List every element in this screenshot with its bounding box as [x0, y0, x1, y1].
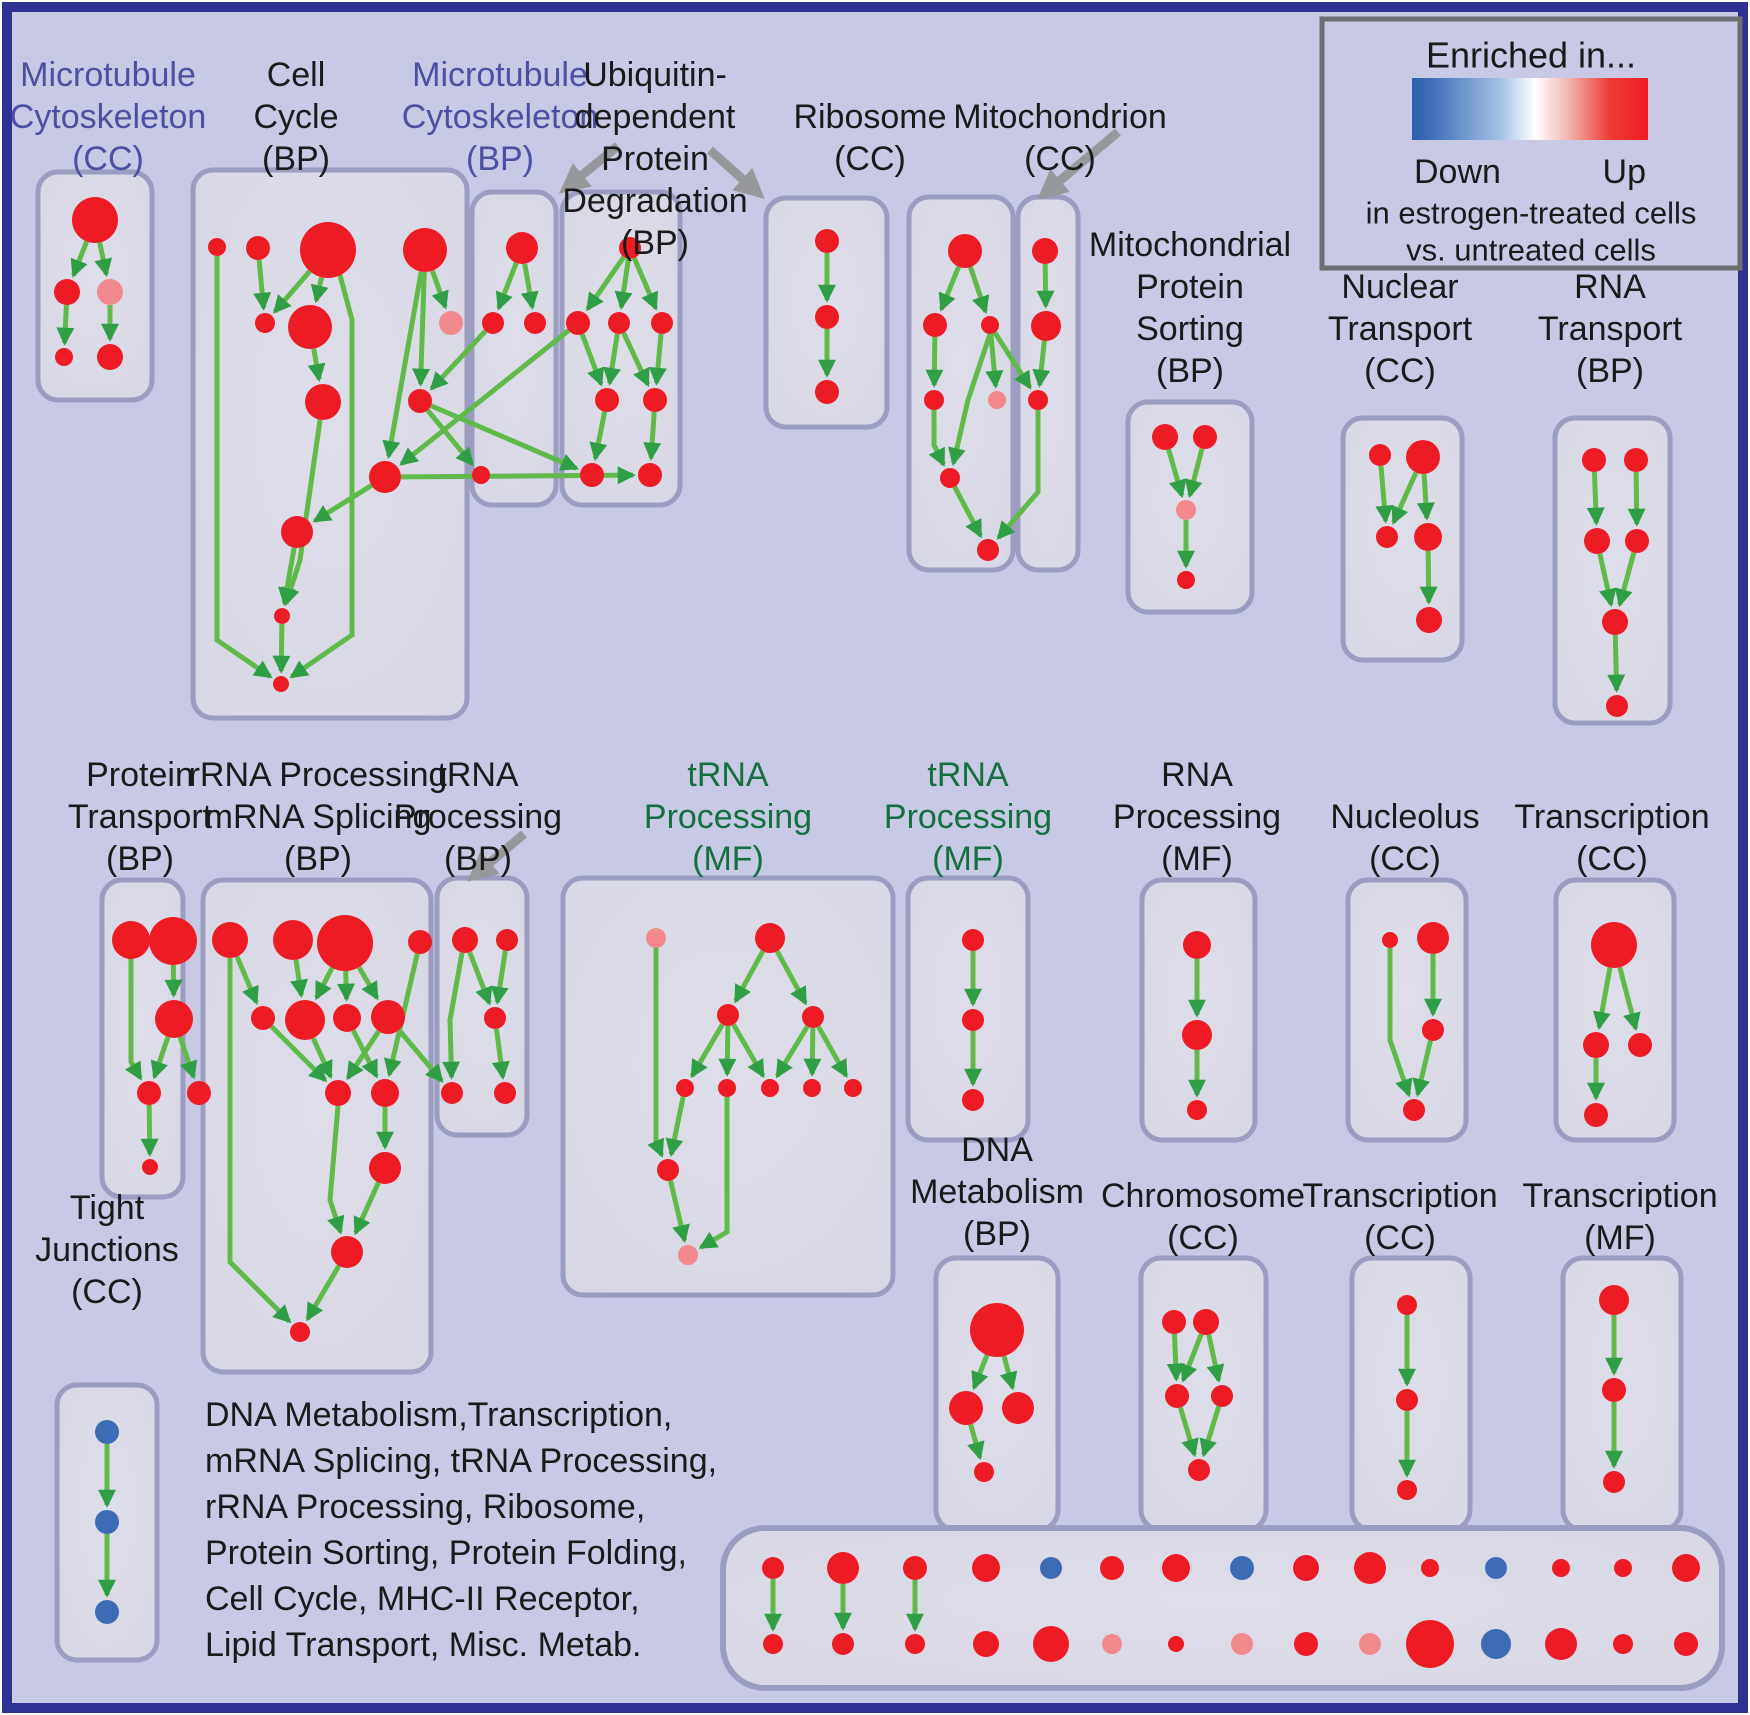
collapsed-categories-text: Lipid Transport, Misc. Metab. — [205, 1626, 642, 1664]
cluster-label-rna-processing-mf: RNA — [1161, 756, 1233, 794]
go-term-node — [1354, 1552, 1386, 1584]
cluster-label-rna-processing-mf: (MF) — [1161, 840, 1233, 878]
go-term-node — [973, 1631, 999, 1657]
go-term-node-ubiquitin-degradation-1 — [651, 312, 673, 334]
go-term-node-cell-cycle — [273, 676, 289, 692]
cluster-label-tight-junctions: (CC) — [71, 1273, 143, 1311]
go-term-node-ubiquitin-degradation-1 — [580, 463, 604, 487]
edge-rna-transport — [1594, 472, 1596, 523]
cluster-label-rna-transport: RNA — [1574, 268, 1646, 306]
legend-title: Enriched in... — [1425, 34, 1637, 76]
collapsed-categories-text: Cell Cycle, MHC-II Receptor, — [205, 1580, 640, 1618]
go-term-node-transcription-cc-lower — [1397, 1480, 1417, 1500]
go-term-node-trna-processing-mf-2 — [962, 1089, 984, 1111]
go-term-node-microtubule-cc — [54, 279, 80, 305]
go-term-node-protein-transport — [137, 1081, 161, 1105]
edge-nuclear-transport — [1428, 551, 1429, 602]
go-term-node — [1168, 1636, 1184, 1652]
cluster-label-trna-processing-bp: Processing — [393, 798, 563, 836]
edge-ribosome-cc — [934, 337, 935, 385]
go-term-node-microtubule-cc — [97, 344, 123, 370]
cluster-box-rna-transport — [1555, 418, 1670, 723]
go-term-node — [1614, 1559, 1632, 1577]
cluster-label-mito-protein-sorting: (BP) — [1156, 352, 1224, 390]
cluster-label-microtubule-bp: Microtubule — [412, 56, 588, 94]
go-term-node — [763, 1634, 783, 1654]
go-term-node-tight-junctions — [95, 1420, 119, 1444]
collapsed-categories-text: Protein Sorting, Protein Folding, — [205, 1534, 687, 1572]
go-term-node-trna-processing-mf-2 — [962, 1009, 984, 1031]
cluster-label-rna-transport: Transport — [1537, 310, 1683, 348]
go-term-node-trna-processing-mf-2 — [962, 929, 984, 951]
go-term-node-cell-cycle — [439, 311, 463, 335]
legend-subtitle-2: vs. untreated cells — [1406, 232, 1656, 268]
go-term-node-trna-processing-mf-1 — [646, 928, 666, 948]
cluster-label-rrna-mrna: rRNA Processing — [188, 756, 448, 794]
cluster-label-rrna-mrna: (BP) — [284, 840, 352, 878]
go-term-node-ubiquitin-degradation-1 — [595, 388, 619, 412]
cluster-label-microtubule-bp: (BP) — [466, 140, 534, 178]
cluster-label-trna-processing-mf-2: (MF) — [932, 840, 1004, 878]
go-term-node-dna-metabolism — [970, 1303, 1024, 1357]
edge-chromosome-cc — [1174, 1334, 1176, 1379]
cluster-box-nucleolus-cc — [1348, 880, 1466, 1140]
go-term-node-ribosome-cc — [924, 390, 944, 410]
go-term-node-transcription-cc-upper — [1583, 1032, 1609, 1058]
go-term-node — [827, 1552, 859, 1584]
go-term-node-rrna-mrna — [333, 1004, 361, 1032]
cluster-label-nucleolus-cc: Nucleolus — [1330, 798, 1480, 836]
cluster-label-transcription-cc-lower: (CC) — [1364, 1219, 1436, 1257]
go-term-node-rrna-mrna — [371, 1000, 405, 1034]
go-term-node-mitochondrion-cc — [1028, 390, 1048, 410]
go-term-node-rna-processing-mf — [1183, 931, 1211, 959]
cluster-label-mito-protein-sorting: Protein — [1136, 268, 1244, 306]
cluster-label-ribosome-cc: (CC) — [834, 140, 906, 178]
go-term-node-mito-protein-sorting — [1176, 500, 1196, 520]
cluster-label-transcription-mf: Transcription — [1522, 1177, 1718, 1215]
cluster-label-tight-junctions: Tight — [69, 1189, 145, 1227]
go-term-node-cell-cycle — [274, 608, 290, 624]
legend-down-label: Down — [1414, 153, 1501, 191]
go-term-node-nuclear-transport — [1416, 607, 1442, 633]
edge-microtubule-cc — [65, 305, 67, 343]
go-term-node-rrna-mrna — [290, 1322, 310, 1342]
edge-nuclear-transport — [1424, 474, 1427, 518]
go-term-node-cell-cycle — [208, 238, 226, 256]
go-term-node — [1481, 1629, 1511, 1659]
edge-rrna-mrna — [346, 971, 347, 999]
go-term-node-trna-processing-bp — [452, 927, 478, 953]
go-term-node-tight-junctions — [95, 1600, 119, 1624]
cluster-label-dna-metabolism: Metabolism — [910, 1173, 1084, 1211]
cluster-label-chromosome-cc: (CC) — [1167, 1219, 1239, 1257]
go-term-node-mito-protein-sorting — [1193, 425, 1217, 449]
go-term-node — [1672, 1554, 1700, 1582]
go-term-node — [832, 1633, 854, 1655]
collapsed-categories-text: mRNA Splicing, tRNA Processing, — [205, 1442, 718, 1480]
go-term-node-chromosome-cc — [1188, 1459, 1210, 1481]
go-term-node-nuclear-transport — [1406, 440, 1440, 474]
go-term-node-nucleolus-cc — [1403, 1099, 1425, 1121]
go-term-node-microtubule-bp — [524, 312, 546, 334]
go-term-node-transcription-cc-lower — [1397, 1295, 1417, 1315]
go-term-node-nuclear-transport — [1414, 523, 1442, 551]
go-term-node-rna-transport — [1602, 609, 1628, 635]
go-term-node-rrna-mrna — [325, 1080, 351, 1106]
go-term-node-cell-cycle — [408, 389, 432, 413]
go-term-node-trna-processing-mf-1 — [761, 1079, 779, 1097]
cluster-label-mito-protein-sorting: Sorting — [1136, 310, 1244, 348]
go-term-node — [1613, 1634, 1633, 1654]
go-term-node-transcription-mf — [1602, 1378, 1626, 1402]
go-term-node-mito-protein-sorting — [1177, 571, 1195, 589]
go-term-node-ribosome-cc — [988, 391, 1006, 409]
go-term-node-microtubule-bp — [482, 312, 504, 334]
go-term-node-microtubule-cc — [72, 197, 118, 243]
go-term-node-ubiquitin-degradation-1 — [566, 311, 590, 335]
go-term-node — [972, 1554, 1000, 1582]
cluster-label-dna-metabolism: (BP) — [963, 1215, 1031, 1253]
go-term-node-chromosome-cc — [1162, 1310, 1186, 1334]
cluster-label-trna-processing-bp: tRNA — [437, 756, 519, 794]
go-term-node-protein-transport — [142, 1159, 158, 1175]
go-term-node — [1162, 1554, 1190, 1582]
cluster-label-protein-transport: Transport — [67, 798, 213, 836]
cluster-box-nuclear-transport — [1343, 418, 1462, 660]
go-term-node — [1406, 1620, 1454, 1668]
go-term-node-ubiquitin-degradation-2 — [815, 380, 839, 404]
go-term-node-nucleolus-cc — [1422, 1019, 1444, 1041]
cluster-label-rrna-mrna: mRNA Splicing — [204, 798, 432, 836]
go-term-node-ubiquitin-degradation-1 — [643, 388, 667, 412]
go-term-node-rrna-mrna — [285, 1000, 325, 1040]
cluster-label-trna-processing-bp: (BP) — [444, 840, 512, 878]
go-term-node — [905, 1634, 925, 1654]
cluster-label-mito-protein-sorting: Mitochondrial — [1088, 226, 1292, 264]
cluster-label-trna-processing-mf-1: Processing — [643, 798, 813, 836]
go-term-node-mito-protein-sorting — [1152, 424, 1178, 450]
legend-subtitle-1: in estrogen-treated cells — [1365, 195, 1697, 231]
go-term-node — [1421, 1559, 1439, 1577]
cluster-label-trna-processing-mf-2: tRNA — [927, 756, 1009, 794]
edge-mitochondrion-cc — [1045, 264, 1046, 306]
go-term-node-transcription-mf — [1599, 1285, 1629, 1315]
go-term-node-microtubule-cc — [97, 279, 123, 305]
go-term-node-ribosome-cc — [940, 468, 960, 488]
go-term-node-trna-processing-mf-1 — [717, 1004, 739, 1026]
ubiquitin-label: Protein — [601, 140, 709, 178]
ubiquitin-label: Ubiquitin- — [583, 56, 727, 94]
go-term-node-ribosome-cc — [977, 539, 999, 561]
cluster-label-nuclear-transport: Transport — [1327, 310, 1473, 348]
go-term-node-trna-processing-mf-1 — [803, 1079, 821, 1097]
cluster-label-protein-transport: (BP) — [106, 840, 174, 878]
go-term-node — [1230, 1556, 1254, 1580]
go-term-node-cell-cycle — [300, 222, 356, 278]
cluster-label-cell-cycle: Cell — [266, 56, 326, 94]
go-term-node-cell-cycle — [281, 516, 313, 548]
cluster-label-transcription-cc-lower: Transcription — [1302, 1177, 1498, 1215]
go-term-node-microtubule-bp — [472, 466, 490, 484]
go-term-node — [1231, 1633, 1253, 1655]
go-term-node-trna-processing-bp — [494, 1082, 516, 1104]
cluster-label-trna-processing-mf-1: tRNA — [687, 756, 769, 794]
go-term-node — [1102, 1634, 1122, 1654]
go-term-node-rrna-mrna — [369, 1152, 401, 1184]
cluster-label-microtubule-cc: Cytoskeleton — [9, 98, 207, 136]
cluster-label-trna-processing-mf-1: (MF) — [692, 840, 764, 878]
go-term-node-transcription-cc-upper — [1591, 922, 1637, 968]
cluster-label-mitochondrion-cc: Mitochondrion — [953, 98, 1167, 136]
go-term-node-trna-processing-mf-1 — [676, 1079, 694, 1097]
go-term-node-rna-transport — [1582, 448, 1606, 472]
cluster-label-ribosome-cc: Ribosome — [793, 98, 947, 136]
cluster-label-tight-junctions: Junctions — [35, 1231, 179, 1269]
edge-rna-transport — [1636, 472, 1637, 524]
go-term-node-trna-processing-bp — [441, 1082, 463, 1104]
cluster-box-chromosome-cc — [1141, 1258, 1266, 1530]
go-term-node-ribosome-cc — [923, 313, 947, 337]
go-term-node — [1674, 1632, 1698, 1656]
go-term-node-trna-processing-bp — [484, 1007, 506, 1029]
cluster-label-microtubule-bp: Cytoskeleton — [401, 98, 599, 136]
go-term-node-trna-processing-mf-1 — [755, 923, 785, 953]
go-term-node-trna-processing-bp — [496, 929, 518, 951]
go-term-node-rrna-mrna — [273, 920, 313, 960]
go-term-node-mitochondrion-cc — [1031, 311, 1061, 341]
go-term-node-mitochondrion-cc — [1032, 238, 1058, 264]
go-term-node-rrna-mrna — [408, 930, 432, 954]
cluster-label-cell-cycle: Cycle — [253, 98, 339, 136]
go-term-node-cell-cycle — [288, 305, 332, 349]
go-term-node-rrna-mrna — [331, 1236, 363, 1268]
go-term-node-trna-processing-mf-1 — [718, 1079, 736, 1097]
cluster-label-dna-metabolism: DNA — [961, 1131, 1033, 1169]
cluster-label-nuclear-transport: (CC) — [1364, 352, 1436, 390]
edge-trna-processing-mf-1 — [727, 1026, 728, 1074]
go-term-node-chromosome-cc — [1193, 1309, 1219, 1335]
go-term-node-cell-cycle — [246, 236, 270, 260]
go-term-node-cell-cycle — [305, 384, 341, 420]
go-term-node-rrna-mrna — [371, 1079, 399, 1107]
edge-cell-cycle — [281, 624, 282, 671]
go-term-node-trna-processing-mf-1 — [844, 1079, 862, 1097]
go-term-node-rrna-mrna — [212, 922, 248, 958]
go-term-node-rrna-mrna — [187, 1081, 211, 1105]
go-term-node-rna-transport — [1624, 448, 1648, 472]
go-term-node-protein-transport — [149, 917, 197, 965]
go-term-node-nuclear-transport — [1376, 526, 1398, 548]
cluster-box-transcription-cc-upper — [1556, 880, 1674, 1140]
ubiquitin-label: Degradation — [562, 182, 748, 220]
go-term-node — [1552, 1559, 1570, 1577]
cluster-label-nuclear-transport: Nuclear — [1341, 268, 1459, 306]
go-term-node-trna-processing-mf-1 — [678, 1245, 698, 1265]
edge-rna-transport — [1615, 635, 1616, 690]
go-term-node-transcription-cc-upper — [1584, 1103, 1608, 1127]
go-term-node — [1033, 1626, 1069, 1662]
collapsed-categories-text: rRNA Processing, Ribosome, — [205, 1488, 646, 1526]
go-term-node — [1293, 1555, 1319, 1581]
go-term-node-protein-transport — [112, 921, 150, 959]
go-term-node-ribosome-cc — [981, 316, 999, 334]
go-term-node — [762, 1557, 784, 1579]
go-term-node-rna-transport — [1625, 529, 1649, 553]
go-term-node — [1100, 1556, 1124, 1580]
go-term-node-nuclear-transport — [1369, 444, 1391, 466]
cluster-label-chromosome-cc: Chromosome — [1100, 1177, 1306, 1215]
go-term-node-cell-cycle — [403, 228, 447, 272]
ubiquitin-label: dependent — [574, 98, 736, 136]
legend-up-label: Up — [1602, 153, 1646, 191]
cluster-label-transcription-cc-upper: (CC) — [1576, 840, 1648, 878]
cluster-label-trna-processing-mf-2: Processing — [883, 798, 1053, 836]
go-term-node-nucleolus-cc — [1417, 922, 1449, 954]
cluster-box-dna-metabolism — [936, 1258, 1058, 1530]
edge-protein-transport — [149, 1105, 150, 1154]
go-term-node-ubiquitin-degradation-2 — [815, 305, 839, 329]
cluster-box-miscellaneous — [723, 1528, 1722, 1688]
cluster-label-rna-transport: (BP) — [1576, 352, 1644, 390]
go-term-node-ubiquitin-degradation-1 — [638, 463, 662, 487]
go-term-node-microtubule-bp — [506, 232, 538, 264]
go-term-node-ubiquitin-degradation-1 — [608, 312, 630, 334]
cluster-label-cell-cycle: (BP) — [262, 140, 330, 178]
ubiquitin-label: (BP) — [621, 224, 689, 262]
go-term-node — [1485, 1557, 1507, 1579]
go-term-node-transcription-mf — [1603, 1471, 1625, 1493]
go-term-node-cell-cycle — [255, 313, 275, 333]
go-term-node-nucleolus-cc — [1382, 932, 1398, 948]
cluster-label-transcription-cc-upper: Transcription — [1514, 798, 1710, 836]
go-term-node-microtubule-cc — [55, 348, 73, 366]
go-term-node-dna-metabolism — [949, 1391, 983, 1425]
go-term-node-trna-processing-mf-1 — [802, 1006, 824, 1028]
cluster-label-microtubule-cc: Microtubule — [20, 56, 196, 94]
cluster-label-transcription-mf: (MF) — [1584, 1219, 1656, 1257]
go-term-node-rna-transport — [1606, 695, 1628, 717]
go-term-node-tight-junctions — [95, 1510, 119, 1534]
go-term-node-ubiquitin-degradation-2 — [815, 229, 839, 253]
cluster-label-mitochondrion-cc: (CC) — [1024, 140, 1096, 178]
go-term-node-rna-transport — [1584, 528, 1610, 554]
go-term-node-cell-cycle — [369, 461, 401, 493]
go-term-node-rna-processing-mf — [1182, 1020, 1212, 1050]
go-term-node-dna-metabolism — [1002, 1392, 1034, 1424]
cluster-label-microtubule-cc: (CC) — [72, 140, 144, 178]
go-term-node — [1040, 1557, 1062, 1579]
go-term-node-dna-metabolism — [974, 1462, 994, 1482]
legend-gradient-bar — [1412, 78, 1648, 140]
go-term-node-protein-transport — [155, 1000, 193, 1038]
go-term-node — [1294, 1632, 1318, 1656]
cluster-label-protein-transport: Protein — [86, 756, 194, 794]
go-term-node-transcription-cc-upper — [1628, 1033, 1652, 1057]
go-term-node-rrna-mrna — [317, 915, 373, 971]
cluster-label-nucleolus-cc: (CC) — [1369, 840, 1441, 878]
go-term-node-transcription-cc-lower — [1396, 1389, 1418, 1411]
go-term-node — [903, 1556, 927, 1580]
go-term-node-rna-processing-mf — [1187, 1100, 1207, 1120]
edge-trna-processing-mf-1 — [812, 1028, 813, 1074]
edge-ubiquitin-degradation-1 — [651, 412, 654, 458]
go-term-node — [1545, 1628, 1577, 1660]
go-term-node-chromosome-cc — [1165, 1384, 1189, 1408]
cluster-label-rna-processing-mf: Processing — [1112, 798, 1282, 836]
go-term-node-ribosome-cc — [948, 234, 982, 268]
go-term-node — [1359, 1633, 1381, 1655]
collapsed-categories-text: DNA Metabolism,Transcription, — [205, 1396, 673, 1434]
go-term-node-trna-processing-mf-1 — [657, 1159, 679, 1181]
go-term-node-chromosome-cc — [1211, 1385, 1233, 1407]
go-term-node-rrna-mrna — [251, 1006, 275, 1030]
